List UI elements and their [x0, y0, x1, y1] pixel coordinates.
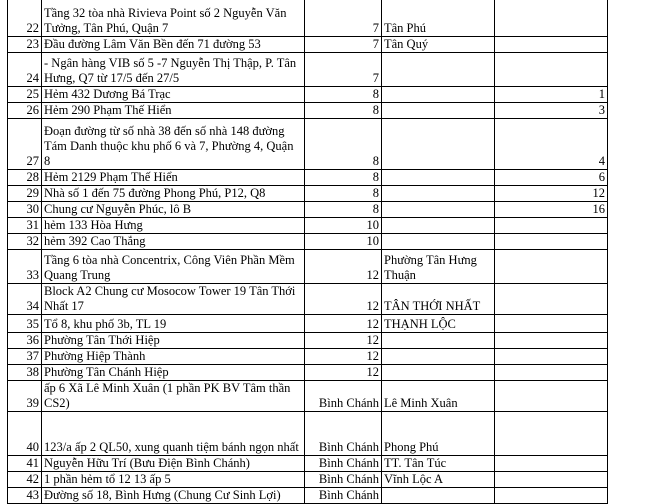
ward-cell[interactable]	[382, 332, 495, 348]
table-row	[8, 487, 608, 503]
ward-cell[interactable]	[382, 52, 495, 86]
table-row	[8, 411, 608, 455]
ward-cell[interactable]	[382, 118, 495, 169]
row-number-cell[interactable]: 32	[8, 233, 42, 249]
address-cell[interactable]: Tổ 8, khu phố 3b, TL 19	[42, 314, 305, 332]
table-row	[8, 169, 608, 185]
address-cell[interactable]: Block A2 Chung cư Mosocow Tower 19 Tân Thới Nhất 17	[42, 283, 305, 314]
district-cell[interactable]: 10	[305, 233, 382, 249]
count-cell[interactable]	[495, 471, 608, 487]
table-row	[8, 332, 608, 348]
row-number-cell[interactable]: 22	[8, 0, 42, 36]
address-cell[interactable]: 123/a ấp 2 QL50, xung quanh tiệm bánh ngọn nhất	[42, 411, 305, 455]
district-cell[interactable]: Bình Chánh	[305, 455, 382, 471]
row-number-cell[interactable]: 40	[8, 411, 42, 455]
row-number-cell[interactable]: 25	[8, 86, 42, 102]
address-cell[interactable]: Hẻm 290 Phạm Thế Hiển	[42, 102, 305, 118]
count-cell[interactable]: 4	[495, 118, 608, 169]
row-number-cell[interactable]: 24	[8, 52, 42, 86]
address-cell[interactable]: Phường Hiệp Thành	[42, 348, 305, 364]
district-cell[interactable]: 12	[305, 348, 382, 364]
table-row	[8, 0, 608, 36]
ward-cell[interactable]: Phường Tân Hưng Thuận	[382, 249, 495, 283]
count-cell[interactable]	[495, 314, 608, 332]
ward-cell[interactable]	[382, 201, 495, 217]
district-cell[interactable]: 8	[305, 118, 382, 169]
ward-cell[interactable]	[382, 102, 495, 118]
address-cell[interactable]: Đầu đường Lâm Văn Bền đến 71 đường 53	[42, 36, 305, 52]
district-cell[interactable]: 10	[305, 217, 382, 233]
ward-cell[interactable]: Phong Phú	[382, 411, 495, 455]
table-row	[8, 249, 608, 283]
count-cell[interactable]	[495, 364, 608, 380]
ward-cell[interactable]	[382, 169, 495, 185]
ward-cell[interactable]	[382, 185, 495, 201]
table-row	[8, 118, 608, 169]
district-cell[interactable]: 12	[305, 249, 382, 283]
district-cell[interactable]: Bình Chánh	[305, 471, 382, 487]
table-row	[8, 283, 608, 314]
row-number-cell[interactable]: 26	[8, 102, 42, 118]
count-cell[interactable]	[495, 249, 608, 283]
count-cell[interactable]	[495, 487, 608, 503]
row-number-cell[interactable]: 27	[8, 118, 42, 169]
row-number-cell[interactable]: 36	[8, 332, 42, 348]
ward-cell[interactable]: Vĩnh Lộc A	[382, 471, 495, 487]
table-row	[8, 455, 608, 471]
count-cell[interactable]	[495, 36, 608, 52]
address-cell[interactable]: Chung cư Nguyễn Phúc, lô B	[42, 201, 305, 217]
address-cell[interactable]: Phường Tân Chánh Hiệp	[42, 364, 305, 380]
count-cell[interactable]	[495, 233, 608, 249]
district-cell[interactable]: 8	[305, 102, 382, 118]
table-row	[8, 471, 608, 487]
row-number-cell[interactable]: 23	[8, 36, 42, 52]
count-cell[interactable]: 3	[495, 102, 608, 118]
count-cell[interactable]	[495, 348, 608, 364]
count-cell[interactable]	[495, 332, 608, 348]
district-cell[interactable]: Bình Chánh	[305, 380, 382, 411]
address-cell[interactable]: - Ngân hàng VIB số 5 -7 Nguyễn Thị Thập, P. Tân Hưng, Q7 từ 17/5 đến 27/5	[42, 52, 305, 86]
spreadsheet-table	[7, 0, 608, 504]
count-cell[interactable]	[495, 380, 608, 411]
table-row	[8, 36, 608, 52]
count-cell[interactable]	[495, 0, 608, 36]
address-cell[interactable]: hẻm 392 Cao Thắng	[42, 233, 305, 249]
row-number-cell[interactable]: 33	[8, 249, 42, 283]
count-cell[interactable]	[495, 217, 608, 233]
count-cell[interactable]	[495, 455, 608, 471]
table-row	[8, 217, 608, 233]
address-cell[interactable]: Nhà số 1 đến 75 đường Phong Phú, P12, Q8	[42, 185, 305, 201]
count-cell[interactable]: 6	[495, 169, 608, 185]
table-row	[8, 364, 608, 380]
row-number-cell[interactable]: 41	[8, 455, 42, 471]
address-cell[interactable]: Đường số 18, Bình Hưng (Chung Cư Sinh Lợi)	[42, 487, 305, 503]
district-cell[interactable]: 12	[305, 364, 382, 380]
count-cell[interactable]: 16	[495, 201, 608, 217]
table-row	[8, 102, 608, 118]
count-cell[interactable]: 1	[495, 86, 608, 102]
district-cell[interactable]: 8	[305, 86, 382, 102]
ward-cell[interactable]: Tân Quý	[382, 36, 495, 52]
address-cell[interactable]: hẻm 133 Hòa Hưng	[42, 217, 305, 233]
count-cell[interactable]	[495, 283, 608, 314]
ward-cell[interactable]	[382, 233, 495, 249]
ward-cell[interactable]	[382, 86, 495, 102]
district-cell[interactable]: 8	[305, 201, 382, 217]
district-cell[interactable]: 7	[305, 36, 382, 52]
ward-cell[interactable]	[382, 348, 495, 364]
count-cell[interactable]: 12	[495, 185, 608, 201]
table-row	[8, 380, 608, 411]
table-row	[8, 185, 608, 201]
row-number-cell[interactable]: 39	[8, 380, 42, 411]
row-number-cell[interactable]: 38	[8, 364, 42, 380]
table-row	[8, 233, 608, 249]
address-cell[interactable]: Nguyễn Hữu Trí (Bưu Điện Bình Chánh)	[42, 455, 305, 471]
district-cell[interactable]: 7	[305, 0, 382, 36]
district-cell[interactable]: 7	[305, 52, 382, 86]
table-row	[8, 52, 608, 86]
table-row	[8, 348, 608, 364]
district-cell[interactable]: 8	[305, 185, 382, 201]
ward-cell[interactable]: THẠNH LỘC	[382, 314, 495, 332]
address-cell[interactable]: Tầng 6 tòa nhà Concentrix, Công Viên Phần Mềm Quang Trung	[42, 249, 305, 283]
district-cell[interactable]: 12	[305, 283, 382, 314]
address-cell[interactable]: Phường Tân Thới Hiệp	[42, 332, 305, 348]
row-number-cell[interactable]: 34	[8, 283, 42, 314]
ward-cell[interactable]	[382, 364, 495, 380]
count-cell[interactable]	[495, 411, 608, 455]
ward-cell[interactable]	[382, 217, 495, 233]
district-cell[interactable]: 8	[305, 169, 382, 185]
address-cell[interactable]: Hẻm 432 Dương Bá Trạc	[42, 86, 305, 102]
row-number-cell[interactable]: 28	[8, 169, 42, 185]
ward-cell[interactable]: TÂN THỚI NHẤT	[382, 283, 495, 314]
ward-cell[interactable]: Tân Phú	[382, 0, 495, 36]
table-row	[8, 86, 608, 102]
ward-cell[interactable]: TT. Tân Túc	[382, 455, 495, 471]
ward-cell[interactable]: Lê Minh Xuân	[382, 380, 495, 411]
row-number-cell[interactable]: 37	[8, 348, 42, 364]
address-cell[interactable]: Hẻm 2129 Phạm Thế Hiển	[42, 169, 305, 185]
table-row	[8, 201, 608, 217]
address-cell[interactable]: 1 phần hẻm tổ 12 13 ấp 5	[42, 471, 305, 487]
district-cell[interactable]: 12	[305, 314, 382, 332]
row-number-cell[interactable]: 42	[8, 471, 42, 487]
count-cell[interactable]	[495, 52, 608, 86]
table-row	[8, 314, 608, 332]
district-cell[interactable]: Bình Chánh	[305, 487, 382, 503]
row-number-cell[interactable]: 43	[8, 487, 42, 503]
district-cell[interactable]: 12	[305, 332, 382, 348]
table-body	[8, 0, 608, 503]
row-number-cell[interactable]: 30	[8, 201, 42, 217]
row-number-cell[interactable]: 31	[8, 217, 42, 233]
row-number-cell[interactable]: 35	[8, 314, 42, 332]
row-number-cell[interactable]: 29	[8, 185, 42, 201]
address-cell[interactable]: Đoạn đường từ số nhà 38 đến số nhà 148 đường Tám Danh thuộc khu phố 6 và 7, Phường 4, Quận 8	[42, 118, 305, 169]
address-cell[interactable]: ấp 6 Xã Lê Minh Xuân (1 phần PK BV Tâm thần CS2)	[42, 380, 305, 411]
district-cell[interactable]: Bình Chánh	[305, 411, 382, 455]
address-cell[interactable]: Tầng 32 tòa nhà Rivieva Point số 2 Nguyễn Văn Tưởng, Tân Phú, Quận 7	[42, 0, 305, 36]
ward-cell[interactable]	[382, 487, 495, 503]
